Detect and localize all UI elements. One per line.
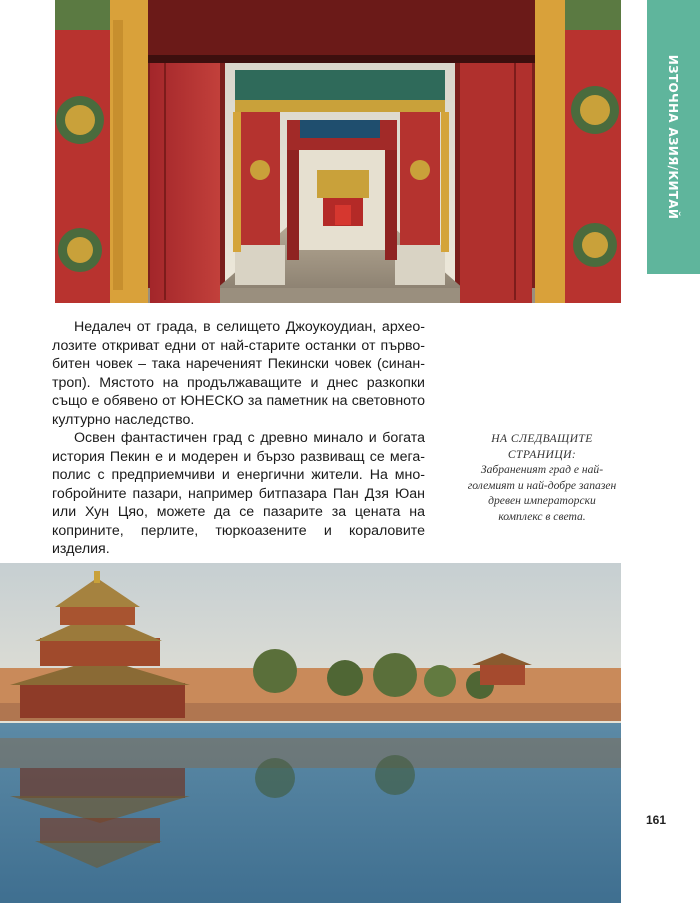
caption-text: Забраненият град е най-големият и най-добре запазен древен императорски комплекс в света. — [467, 463, 617, 523]
caption-heading: НА СЛЕДВАЩИТЕ СТРАНИЦИ: — [491, 432, 593, 461]
caption — [466, 431, 618, 524]
chapter-side-tab — [647, 0, 700, 274]
paragraph-1: Недалеч от града, в селището Джоукоудиан, археолозите откриват едни от най-старите останки от първобитен човек – така нареченият Пекински човек (синантроп). Мястото на продължаващите и днес разкопки също е обявено от ЮНЕСКО за паметник на световното културно наследство. — [52, 319, 425, 428]
corner-tower-moat-photo — [0, 563, 621, 903]
page-number: 161 — [646, 813, 667, 827]
paragraph-2: Освен фантастичен град с древно минало и богата история Пекин е и модерен и бързо развиващ се мегаполис с предприемчиви и енергични жители. На многобройните пазари, например битпазара Пан Дзя Юан или Хун Цяо, можете да се пазарите за цената на коприните, перлите, тюркоазените и кораловите изделия. — [52, 430, 425, 557]
chapter-label: ИЗТОЧНА АЗИЯ/КИТАЙ — [666, 54, 680, 220]
body-text — [52, 318, 425, 559]
forbidden-city-gates-photo — [55, 0, 621, 303]
